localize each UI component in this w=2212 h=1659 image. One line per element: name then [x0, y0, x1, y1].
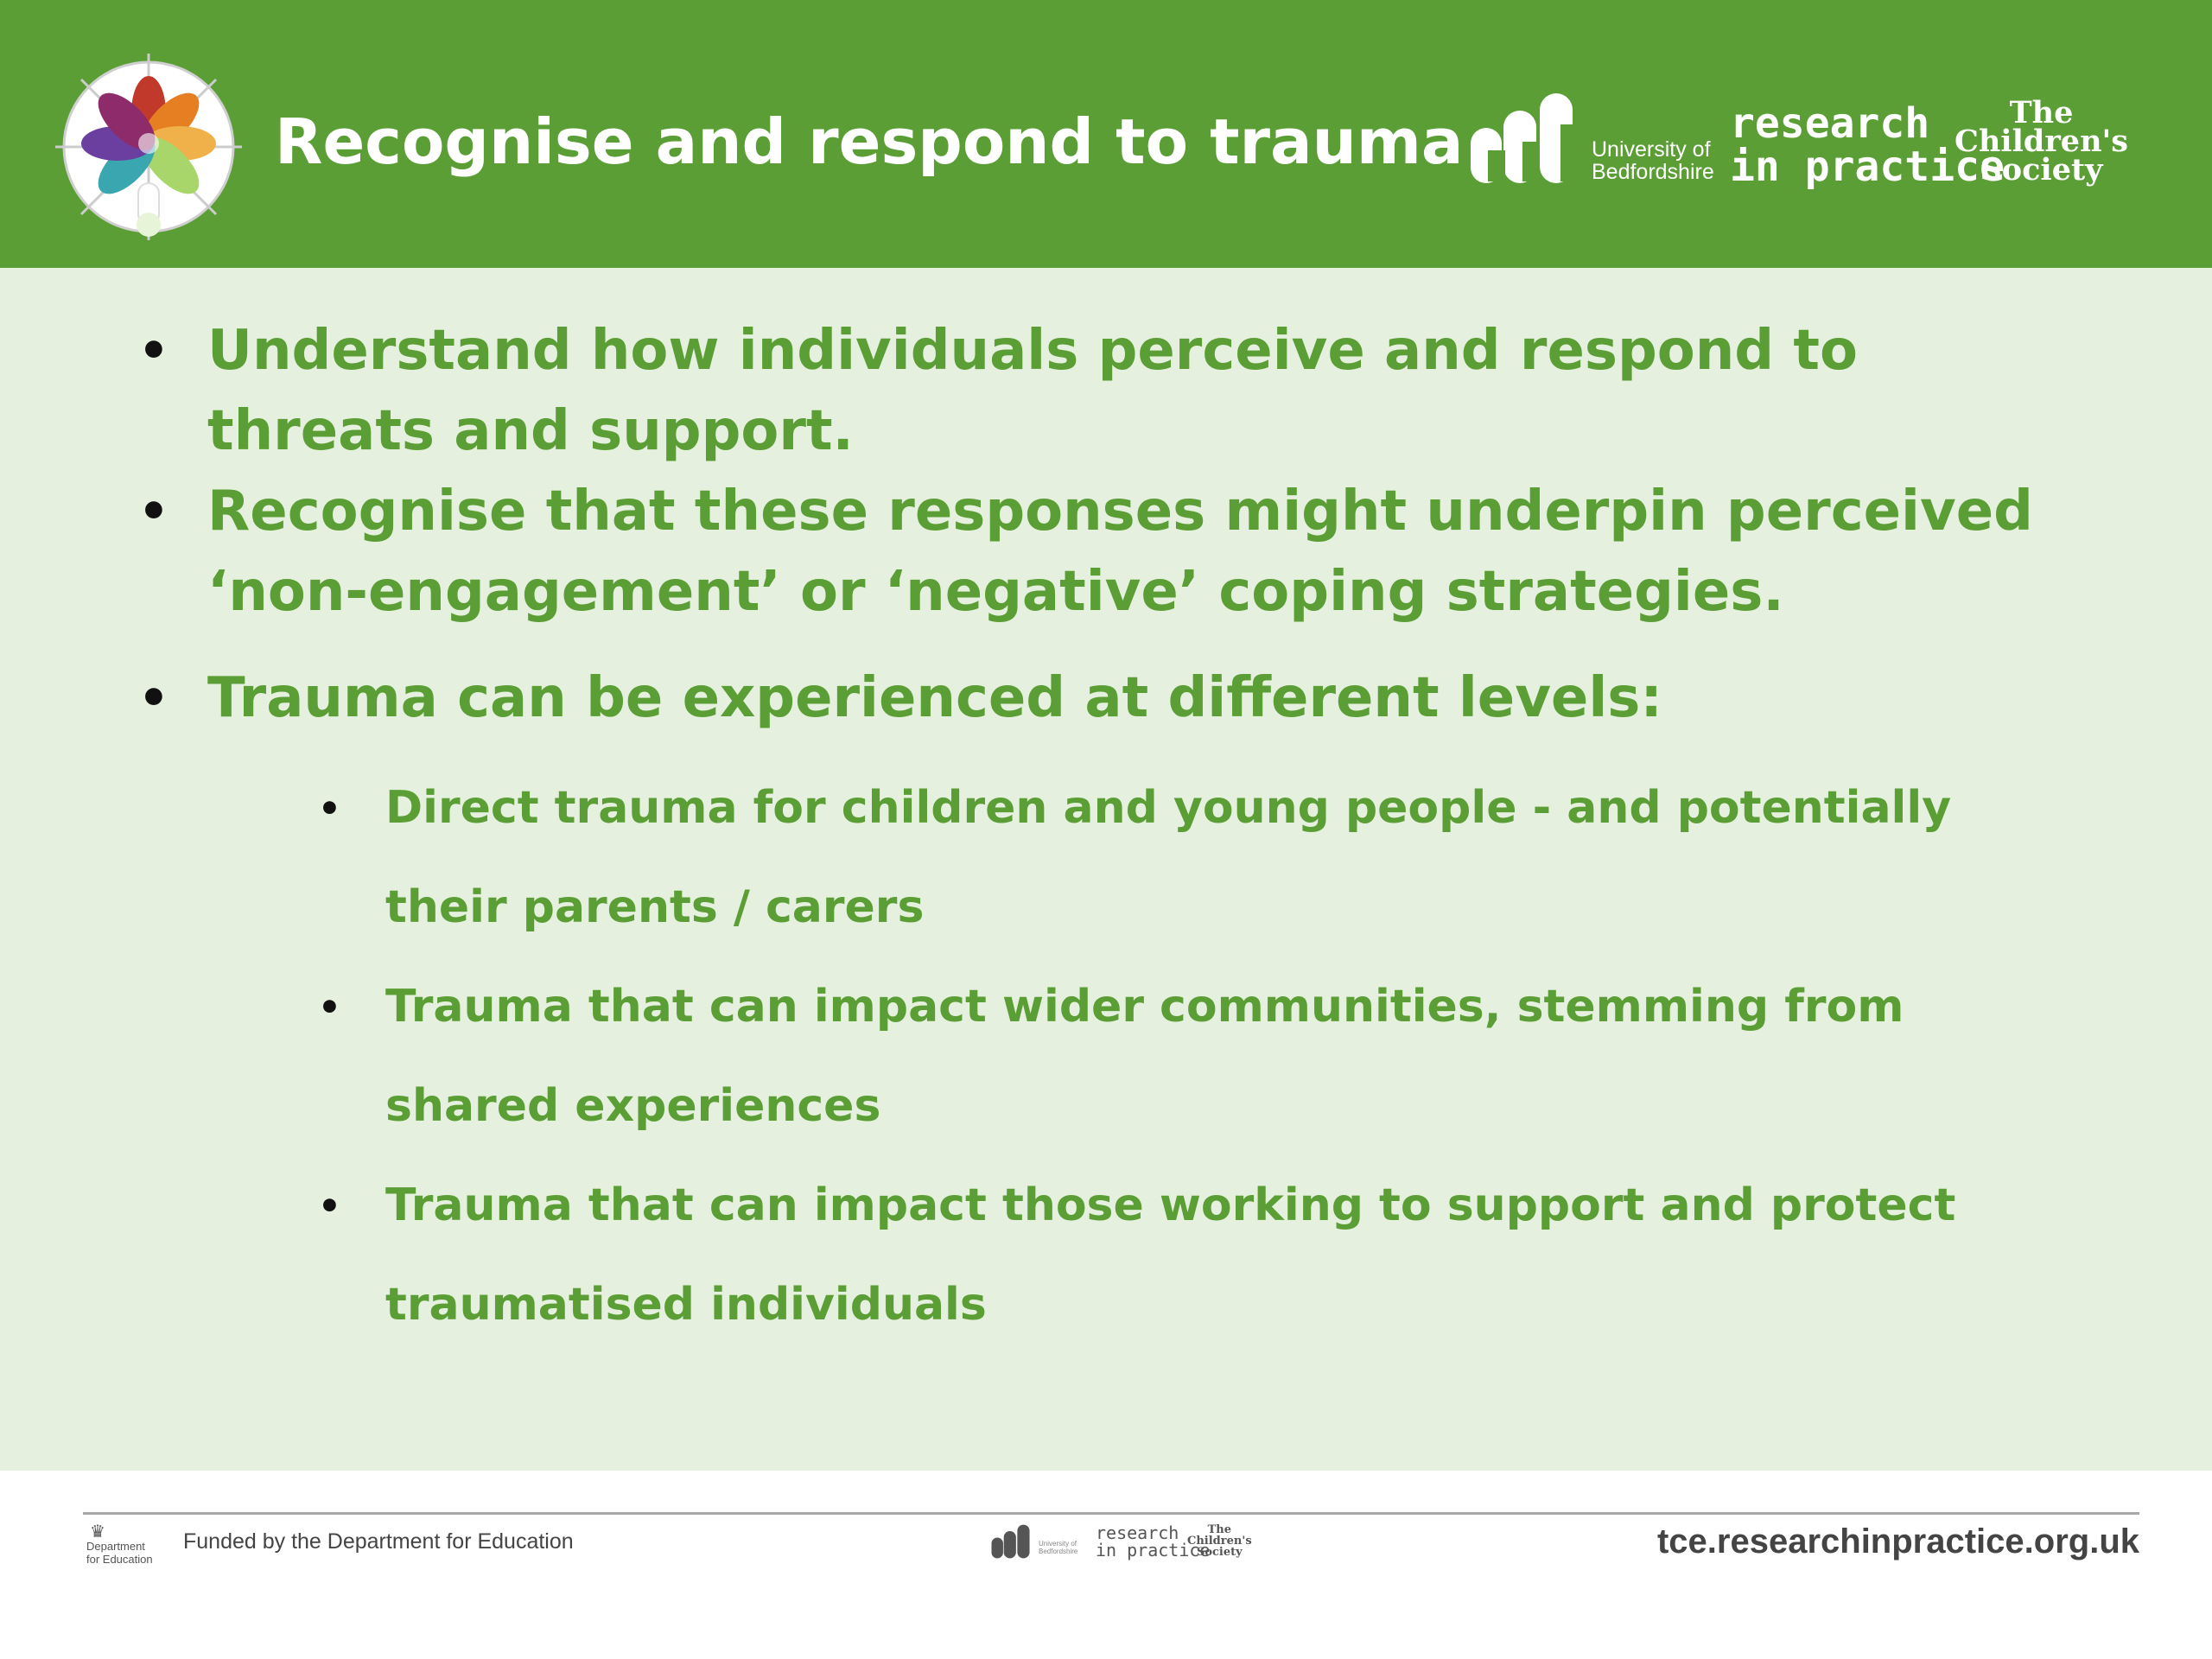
bullet-dot: • — [138, 323, 169, 379]
mini-childrens-society-logo: The Children's Society — [1187, 1523, 1252, 1559]
bullet-dot: • — [138, 671, 169, 727]
mini-university-text: University of Bedfordshire — [1039, 1540, 1078, 1555]
sub-bullet-item — [318, 1156, 2027, 1355]
dfe-logo-text: Department for Education — [86, 1540, 153, 1566]
bullet-text: Understand how individuals perceive and respond to threats and support. — [207, 319, 1858, 463]
bullet-dot: • — [318, 1185, 341, 1227]
funded-by-text: Funded by the Department for Education — [183, 1529, 574, 1554]
university-of-bedfordshire-logo-small — [990, 1522, 1039, 1560]
bullet-text: Recognise that these responses might underpin perceived ‘non-engagement’ or ‘negative’ coping strategies. — [207, 480, 2033, 624]
header-bar — [0, 0, 2212, 268]
bullet-item — [138, 472, 2065, 632]
bullet-dot: • — [318, 787, 341, 830]
footer-url: tce.researchinpractice.org.uk — [1656, 1522, 2139, 1560]
page-title: Recognise and respond to trauma — [275, 105, 1464, 178]
flower-wheel-logo — [55, 54, 242, 242]
bullet-item — [138, 658, 2065, 739]
university-of-bedfordshire-logo — [1467, 90, 1597, 187]
childrens-society-logo: The Children's Society — [1955, 95, 2128, 188]
dfe-crest-icon: ♛ — [90, 1521, 105, 1541]
sub-bullet-item — [318, 759, 2027, 957]
bullet-dot: • — [318, 986, 341, 1028]
bullet-item — [138, 311, 2065, 472]
sub-bullet-text: Trauma that can impact wider communities, stemming from shared experiences — [385, 981, 1904, 1132]
university-logo-text: University of Bedfordshire — [1592, 137, 1714, 184]
bullet-dot: • — [138, 484, 169, 540]
bullet-text: Trauma can be experienced at different levels: — [207, 666, 1662, 730]
mini-research-in-practice-logo: research in practice — [1096, 1522, 1211, 1560]
sub-bullet-text: Direct trauma for children and young people - and potentially their parents / carers — [385, 782, 1952, 933]
footer-divider — [83, 1512, 2139, 1515]
sub-bullet-text: Trauma that can impact those working to support and protect traumatised individuals — [385, 1179, 1956, 1331]
research-in-practice-logo: research in practice — [1730, 99, 2005, 191]
sub-bullet-item — [318, 957, 2027, 1156]
